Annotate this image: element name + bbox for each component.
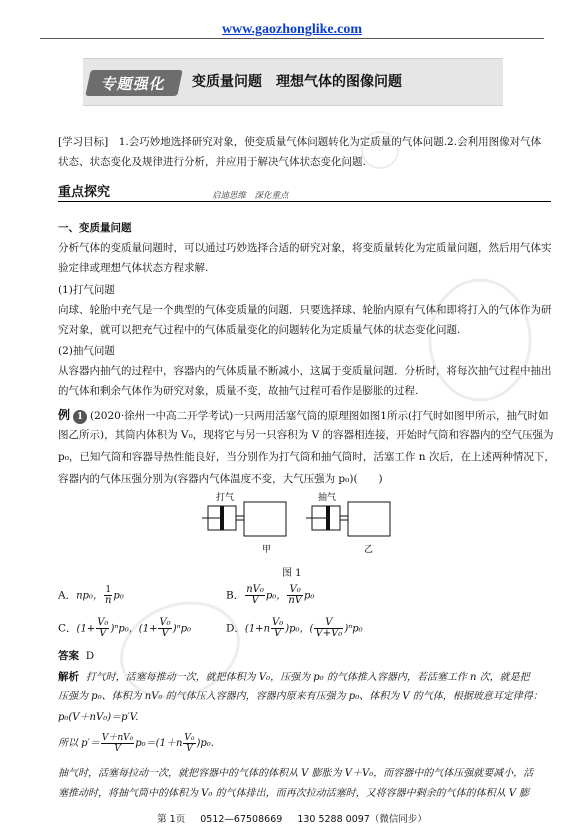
topic-badge: 专题强化 — [85, 70, 183, 96]
page-number: 第 1页 — [157, 814, 186, 825]
figure-caption: 图 1 — [282, 568, 302, 579]
pump-figure — [202, 492, 392, 558]
figure-b-label: 乙 — [364, 545, 374, 555]
answer-line — [58, 648, 94, 663]
option-a[interactable]: A．np₀， $\frac{1}{n}$ p₀ — [58, 585, 124, 606]
paragraph-line: 向球、轮胎中充气是一个典型的气体变质量的问题．只要选择球、轮胎内原有气体和即将打入的气体作为研 — [58, 304, 552, 316]
solution-line: 塞推动时，将抽气筒中的体积为 V₀ 的气体排出，而再次拉动活塞时，又将容器中剩余的气体的体积从 V 膨 — [58, 788, 530, 799]
footer-mobile: 130 5288 0097（微信同步） — [297, 814, 427, 825]
example-number: 1 — [73, 410, 87, 424]
pull-label: 抽气 — [318, 493, 337, 503]
solution-line: 抽气时，活塞每拉动一次，就把容器中的气体的体积从 V 膨胀为 V＋V₀，而容器中的气体压强就要减小，活 — [58, 768, 534, 779]
part-title: 一、变质量问题 — [58, 222, 132, 234]
page-footer — [0, 811, 584, 825]
paragraph-line: 验定律或理想气体状态方程求解. — [58, 262, 209, 274]
site-url[interactable]: www.gaozhonglike.com — [222, 22, 362, 37]
paragraph-line: 究对象，就可以把充气过程中的气体质量变化的问题转化为定质量气体的状态变化问题. — [58, 324, 461, 336]
solution-line: 解析 打气时，活塞每推动一次，就把体积为 V₀，压强为 p₀ 的气体推入容器内，若活塞工作 n 次，就是把 — [58, 671, 530, 683]
answer-value: D — [85, 650, 95, 662]
example-label: 例 — [58, 408, 71, 422]
solution-line: 压强为 p₀、体积为 nV₀ 的气体压入容器内，容器内原来有压强为 p₀、体积为 V 的气体，根据玻意耳定律得： — [58, 691, 543, 702]
equation: p₀(V＋nV₀)＝p′V. — [58, 712, 139, 723]
example-text: (2020·徐州一中高二开学考试)一只两用活塞气筒的原理图如图1所示(打气时如图甲所示，抽气时如 — [90, 410, 549, 422]
answer-label: 答案 — [58, 650, 79, 662]
option-d[interactable]: D．(1+n $\frac{\text{V₀}}{V}$ )p₀，( $\frac{V}{\text{V+V₀}}$ )ⁿp₀ — [226, 617, 363, 639]
option-c[interactable]: C．(1+ $\frac{\text{V₀}}{V}$ )ⁿp₀，(1+ $\frac{\text{V₀}}{V}$ )ⁿp₀ — [58, 617, 192, 639]
page-title: 变质量问题 理想气体的图像问题 — [192, 74, 402, 90]
footer-phone: 0512—67508669 — [200, 814, 283, 825]
pump-label: 打气 — [216, 493, 235, 503]
solution-label: 解析 — [58, 671, 79, 683]
subsection-title: (1)打气问题 — [58, 284, 115, 296]
example-line — [58, 405, 550, 426]
figure-a-label: 甲 — [262, 545, 272, 555]
header-rule — [40, 38, 544, 39]
paragraph-line: 分析气体的变质量问题时，可以通过巧妙选择合适的研究对象，将变质量转化为定质量问题，然后用气体实 — [58, 242, 552, 254]
section-title: 重点探究 — [58, 185, 111, 200]
example-line: 图乙所示)，其筒内体积为 V₀，现将它与另一只容积为 V 的容器相连接，开始时气筒和容器内的空气压强为 — [58, 429, 554, 441]
subsection-title: (2)抽气问题 — [58, 345, 115, 357]
section-subtitle: 启迪思维 深化重点 — [212, 191, 289, 201]
learning-goals: [学习目标] 1.会巧妙地选择研究对象，使变质量气体问题转化为定质量的气体问题.2.会利用图像对气体状态、状态变化及规律进行分析，并应用于解决气体状态变化问题. — [58, 136, 542, 168]
pump-diagram-a — [202, 502, 286, 536]
paragraph-line: 的气体和剩余气体作为研究对象，质量不变，故抽气过程可看作是膨胀的过程. — [58, 385, 419, 397]
option-b[interactable]: B． $\frac{\text{nV₀}}{V}$ p₀， $\frac{\text{V₀}}{nV}$ p₀ — [226, 584, 315, 606]
paragraph-line: 从容器内抽气的过程中，容器内的气体质量不断减小，这属于变质量问题．分析时，将每次抽气过程中抽出 — [58, 365, 552, 377]
section-rule — [58, 201, 551, 202]
example-line: p₀，已知气筒和容器导热性能良好，当分别作为打气筒和抽气筒时，活塞工作 n 次后，在上述两种情况下， — [58, 451, 555, 463]
example-line: 容器内的气体压强分别为(容器内气体温度不变，大气压强为 p₀)( ) — [58, 473, 383, 485]
pump-diagram-b — [306, 502, 390, 536]
equation: 所以 p′＝ $\frac{\text{V＋nV₀}}{V}$ p₀＝(1＋n $\frac{\text{V₀}}{V}$ )p₀. — [58, 733, 214, 754]
